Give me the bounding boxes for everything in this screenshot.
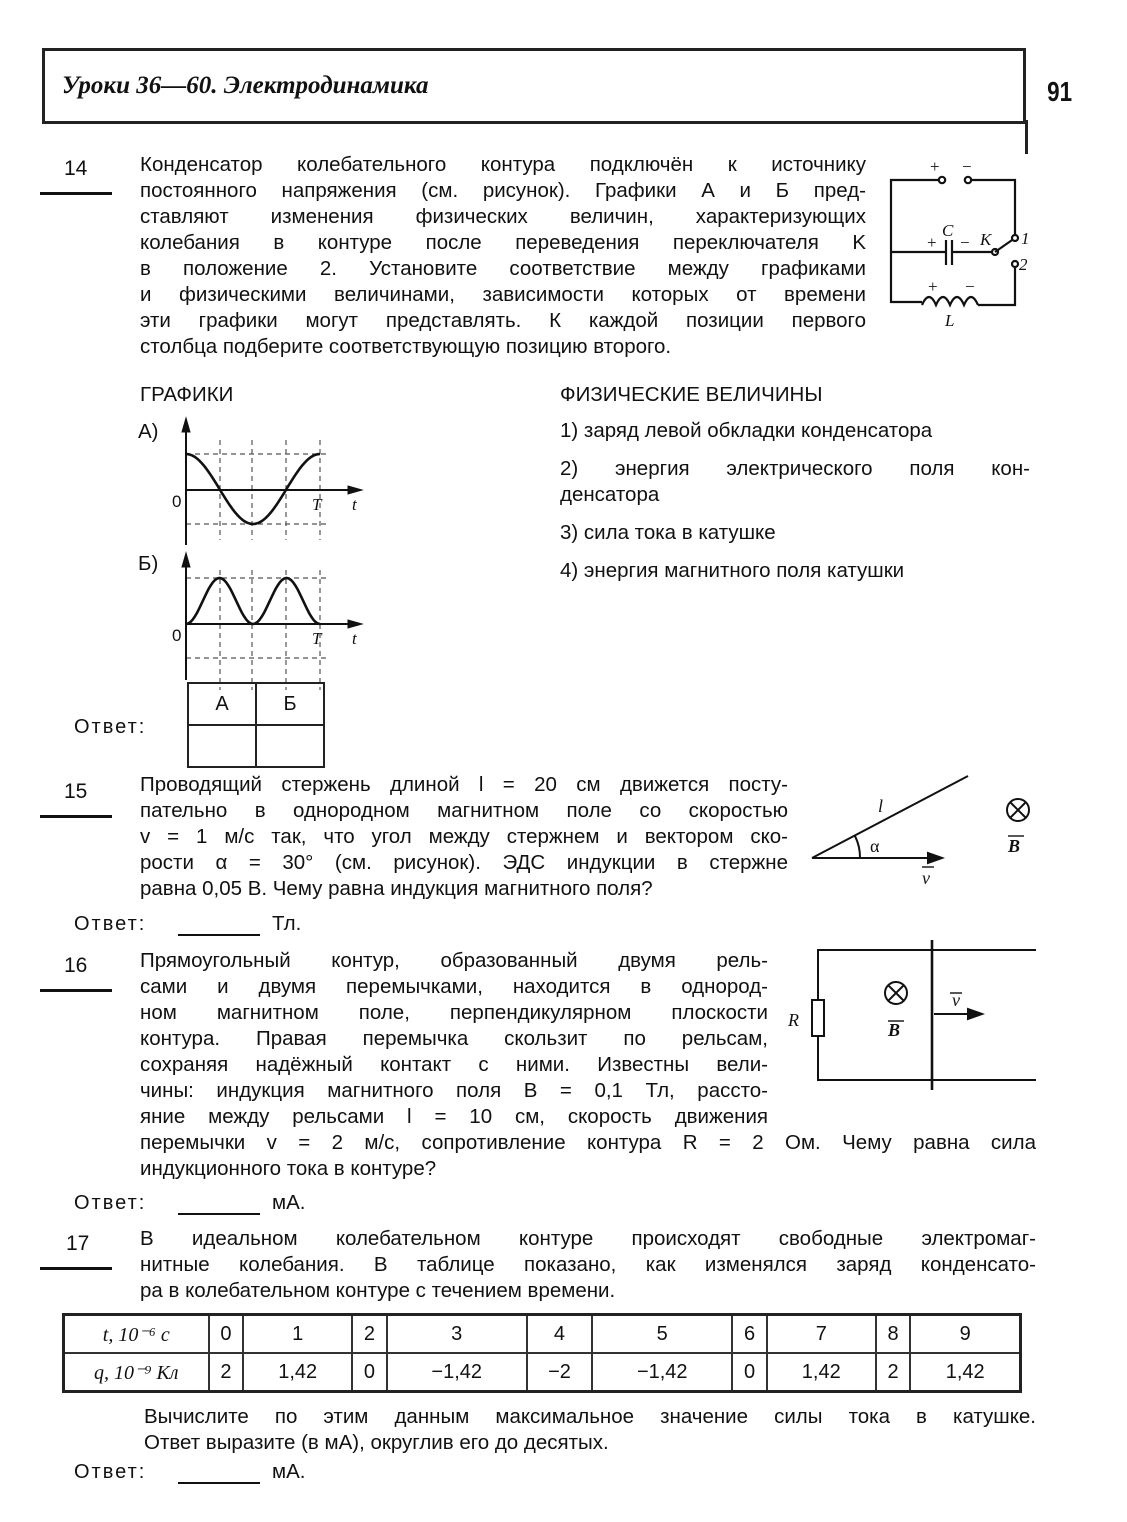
graph-b: [182, 553, 362, 690]
text-line: v = 1 м/с так, что угол между стержнем и вектором ско-: [140, 825, 788, 848]
text-line: В идеальном колебательном контуре происходят свободные электромаг-: [140, 1227, 1036, 1250]
problem-17-question: [144, 1404, 1036, 1456]
quantity-item: денсатора: [560, 483, 660, 506]
table-cell: 5: [592, 1315, 732, 1354]
text-line: Ответ выразите (в мА), округлив его до десятых.: [144, 1431, 609, 1454]
table-cell: −2: [527, 1353, 593, 1392]
table-row: [64, 1353, 1021, 1392]
problem-number: 17: [66, 1232, 90, 1255]
quantity-item: 4) энергия магнитного поля катушки: [560, 559, 905, 582]
problem-number: 14: [64, 157, 88, 180]
table-cell: 3: [387, 1315, 527, 1354]
answer-label: Ответ:: [74, 913, 147, 935]
label-c: C: [942, 221, 954, 240]
quantity-item: 2) энергия электрического поля кон-: [560, 457, 1030, 480]
text-line: ном магнитном поле, перпендикулярном плоскости: [140, 1001, 768, 1024]
row-header: t, 10⁻⁶ с: [64, 1315, 209, 1354]
problem-15-text: [140, 772, 788, 902]
label-v: v: [952, 990, 960, 1010]
divider: [40, 989, 112, 992]
text-line: колебания в контуре после переведения переключателя K: [140, 231, 866, 254]
answer-cell-b[interactable]: [256, 725, 324, 767]
circuit-plus: +: [928, 277, 938, 296]
table-cell: 7: [767, 1315, 876, 1354]
label-v: v: [922, 868, 930, 888]
table-cell: −1,42: [592, 1353, 732, 1392]
problem-16-text-wide: [140, 1130, 1036, 1182]
text-line: Прямоугольный контур, образованный двумя рель-: [140, 949, 768, 972]
text-line: контура. Правая перемычка скользит по рельсам,: [140, 1027, 768, 1050]
text-line: столбца подберите соответствующую позицию второго.: [140, 335, 672, 358]
answer-table: [187, 682, 325, 768]
graph-a-t-axis: t: [352, 495, 357, 514]
text-line: в положение 2. Установите соответствие между графиками: [140, 257, 866, 280]
table-cell: 8: [876, 1315, 911, 1354]
table-cell: 4: [527, 1315, 593, 1354]
table-cell: 9: [910, 1315, 1020, 1354]
text-line: эти графики могут представлять. К каждой позиции первого: [140, 309, 866, 332]
table-cell: −1,42: [387, 1353, 527, 1392]
answer-cell-a[interactable]: [188, 725, 256, 767]
answer-col-b: Б: [256, 683, 324, 725]
text-line: Проводящий стержень длиной l = 20 см движется посту-: [140, 773, 788, 796]
table-cell: 2: [876, 1353, 911, 1392]
label-k: K: [980, 230, 992, 249]
answer-blank[interactable]: [178, 1482, 260, 1484]
text-line: равна 0,05 В. Чему равна индукция магнитного поля?: [140, 877, 653, 900]
quantity-item: 3) сила тока в катушке: [560, 521, 776, 544]
graph-a-origin: 0: [172, 492, 182, 511]
answer-unit: Тл.: [272, 912, 302, 935]
label-l: l: [878, 796, 884, 816]
table-cell: 1,42: [243, 1353, 352, 1392]
rod-velocity-diagram: [812, 776, 1029, 863]
problem-number: 16: [64, 954, 88, 977]
quantities-heading: ФИЗИЧЕСКИЕ ВЕЛИЧИНЫ: [560, 383, 823, 406]
circuit-plus: +: [930, 157, 940, 176]
text-line: чины: индукция магнитного поля B = 0,1 Тл, рассто-: [140, 1079, 768, 1102]
graph-a-label: А): [138, 420, 159, 443]
table-cell: 2: [352, 1315, 387, 1354]
table-cell: 1,42: [767, 1353, 876, 1392]
label-b: B: [1008, 836, 1021, 856]
problem-17-text: [140, 1226, 1036, 1304]
text-line: ра в колебательном контуре с течением времени.: [140, 1279, 616, 1302]
rails-circuit-diagram: [812, 940, 1036, 1090]
circuit-minus: −: [962, 157, 972, 176]
graph-a-t-period: T: [312, 495, 322, 514]
table-cell: 2: [209, 1353, 244, 1392]
table-cell: 0: [352, 1353, 387, 1392]
problem-number: 15: [64, 780, 88, 803]
label-1: 1: [1021, 229, 1030, 248]
answer-label: Ответ:: [74, 1461, 147, 1483]
graphs-heading: ГРАФИКИ: [140, 383, 234, 406]
circuit-plus: +: [927, 233, 937, 252]
label-b: B: [888, 1020, 901, 1040]
graph-b-label: Б): [138, 552, 159, 575]
text-line: рости α = 30° (см. рисунок). ЭДС индукции в стержне: [140, 851, 788, 874]
divider: [40, 815, 112, 818]
text-line: нитные колебания. В таблице показано, как изменялся заряд конденсато-: [140, 1253, 1036, 1276]
table-cell: 6: [732, 1315, 767, 1354]
table-cell: 0: [209, 1315, 244, 1354]
table-row: [64, 1315, 1021, 1354]
text-line: яние между рельсами l = 10 см, скорость движения: [140, 1105, 768, 1128]
label-l: L: [945, 311, 955, 330]
circuit-minus: −: [965, 277, 975, 296]
table-cell: 0: [732, 1353, 767, 1392]
text-line: постоянного напряжения (см. рисунок). Графики А и Б пред-: [140, 179, 866, 202]
text-line: перемычки v = 2 м/с, сопротивление контура R = 2 Ом. Чему равна сила: [140, 1131, 1036, 1154]
answer-unit: мА.: [272, 1460, 306, 1483]
answer-label: Ответ:: [74, 1192, 147, 1214]
text-line: индукционного тока в контуре?: [140, 1157, 437, 1180]
text-line: Конденсатор колебательного контура подключён к источнику: [140, 153, 866, 176]
graph-b-t-axis: t: [352, 629, 357, 648]
quantities-list: [560, 418, 1030, 584]
table-cell: 1,42: [910, 1353, 1020, 1392]
text-line: ставляют изменения физических величин, характеризующих: [140, 205, 866, 228]
text-line: пательно в однородном магнитном поле со скоростью: [140, 799, 788, 822]
circuit-minus: −: [960, 233, 970, 252]
quantity-item: 1) заряд левой обкладки конденсатора: [560, 419, 933, 442]
text-line: Вычислите по этим данным максимальное значение силы тока в катушке.: [144, 1405, 1036, 1428]
answer-blank[interactable]: [178, 934, 260, 936]
text-line: сохраняя надёжный контакт с ними. Известны вели-: [140, 1053, 768, 1076]
lc-circuit-diagram: [891, 177, 1018, 305]
row-header: q, 10⁻⁹ Кл: [64, 1353, 209, 1392]
answer-col-a: А: [188, 683, 256, 725]
answer-unit: мА.: [272, 1191, 306, 1214]
answer-blank[interactable]: [178, 1213, 260, 1215]
text-line: сами и двумя перемычками, находится в однород-: [140, 975, 768, 998]
table-cell: 1: [243, 1315, 352, 1354]
graph-b-origin: 0: [172, 626, 182, 645]
graph-b-t-period: T: [312, 629, 322, 648]
label-r: R: [788, 1010, 799, 1030]
header-title: Уроки 36—60. Электродинамика: [62, 72, 429, 99]
charge-table: [62, 1313, 1022, 1393]
divider: [40, 1267, 112, 1270]
label-2: 2: [1019, 255, 1028, 274]
answer-label: Ответ:: [74, 716, 147, 738]
page-number: 91: [1047, 76, 1073, 107]
graph-a: [182, 418, 362, 545]
label-alpha: α: [870, 836, 880, 856]
problem-16-text: [140, 948, 768, 1130]
text-line: и физическими величинами, зависимости которых от времени: [140, 283, 866, 306]
